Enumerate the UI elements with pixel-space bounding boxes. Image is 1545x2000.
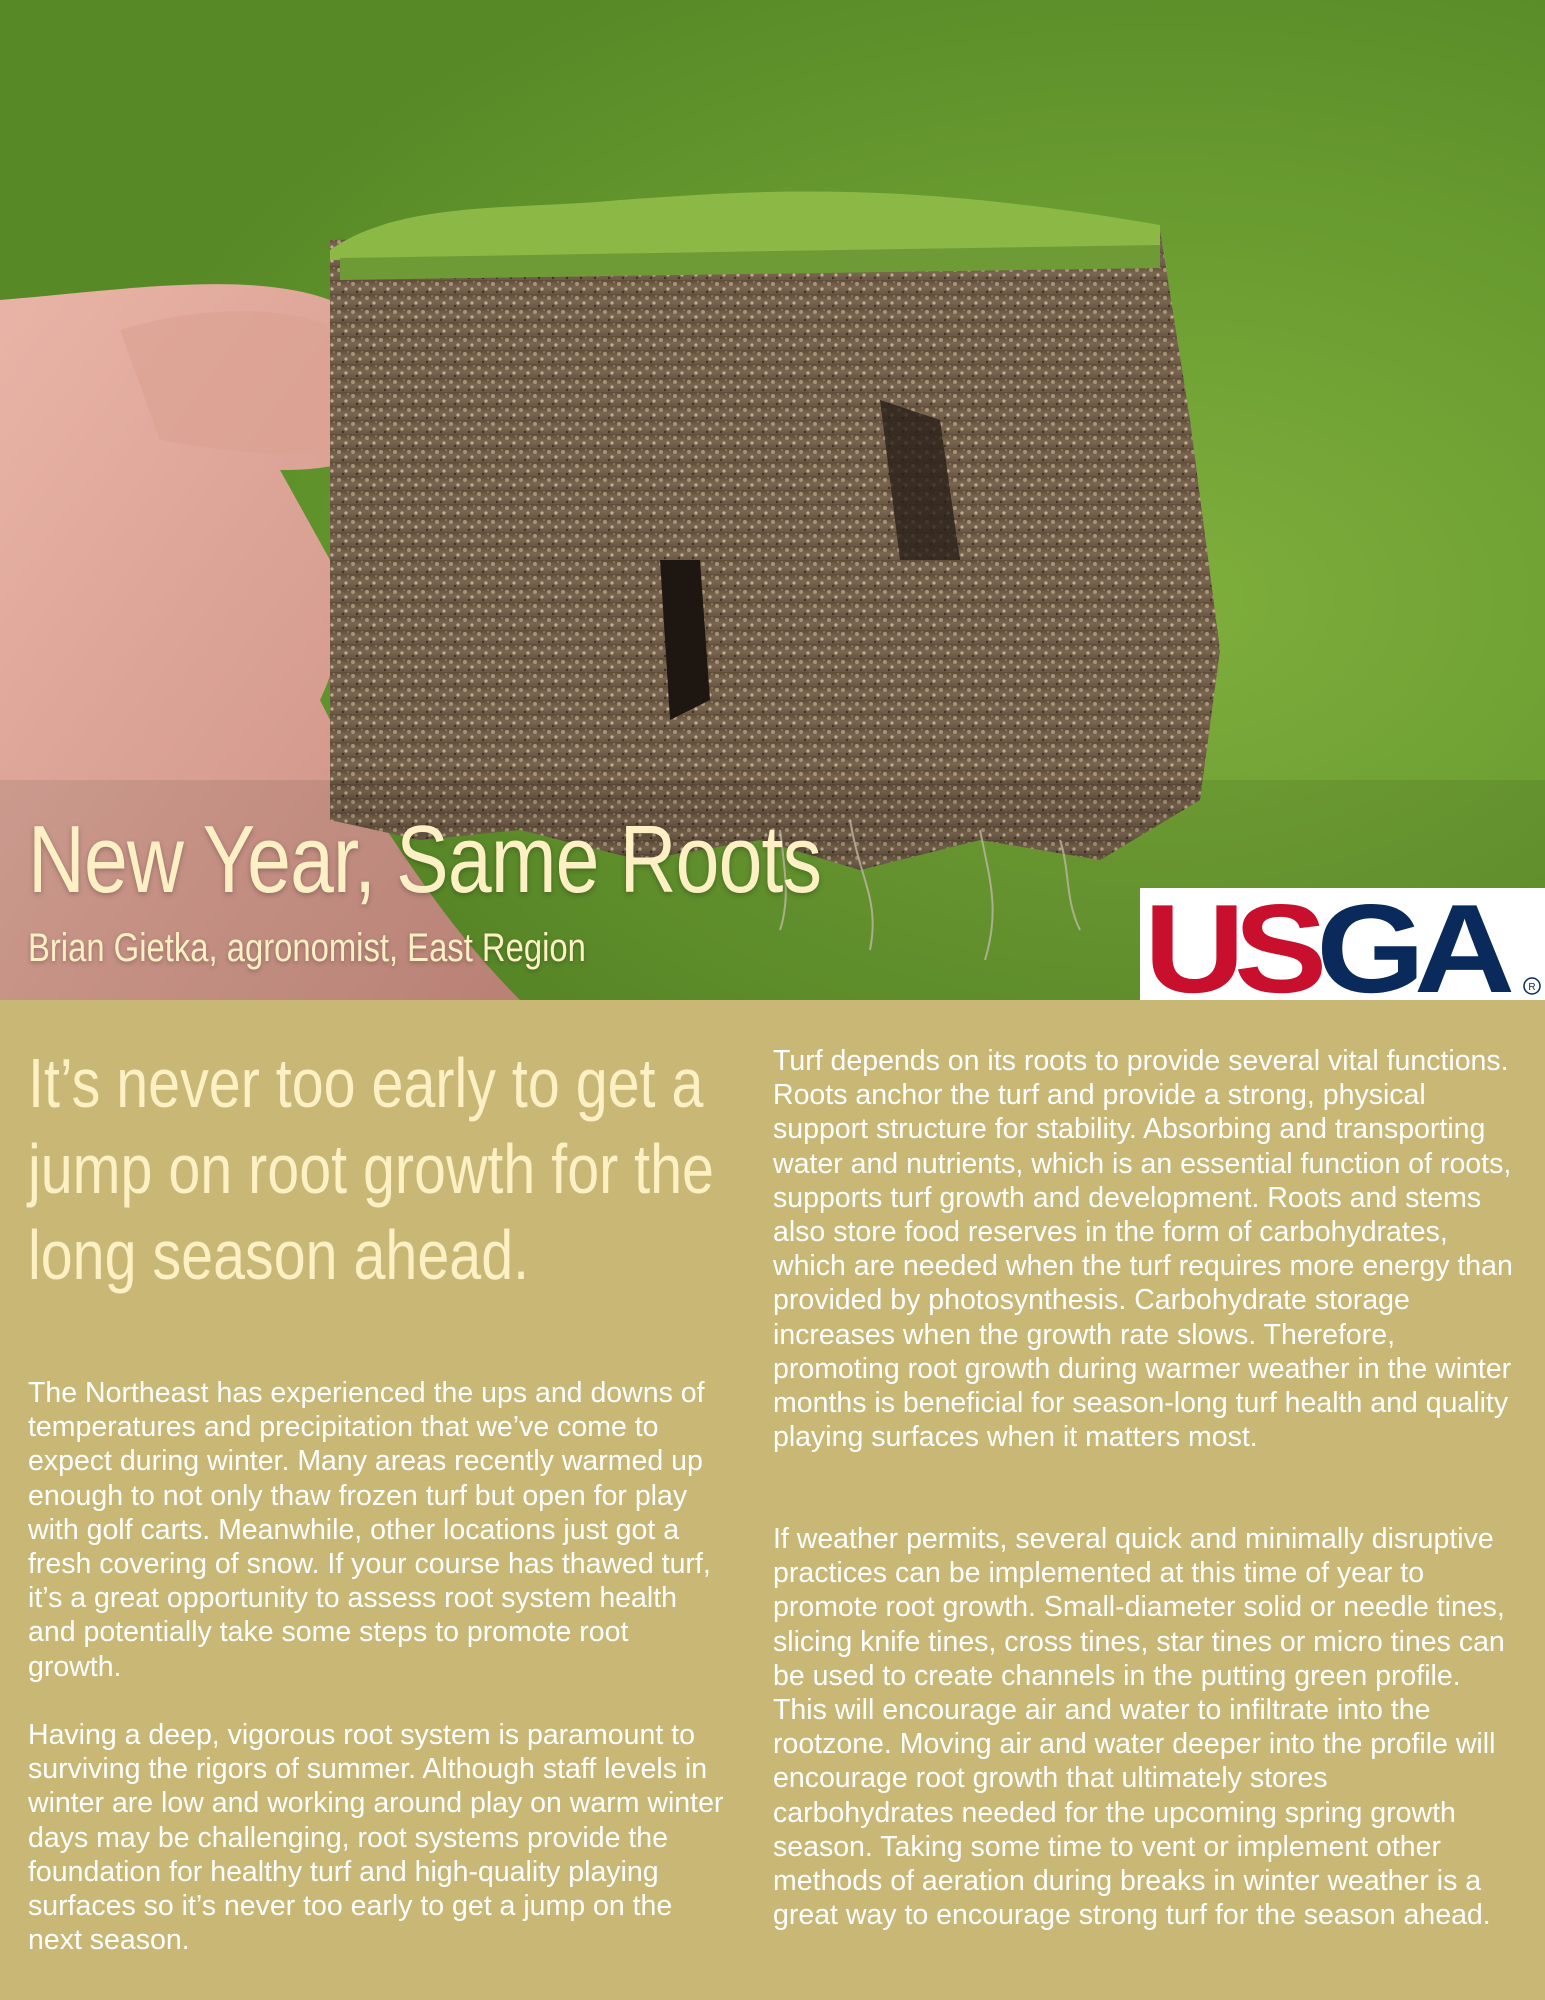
usga-logo xyxy=(1140,888,1545,1000)
svg-text:USGA xyxy=(1144,888,1512,1000)
author-byline: Brian Gietka, agronomist, East Region xyxy=(28,926,586,970)
svg-text:R: R xyxy=(1528,982,1536,993)
logo-ga: GA xyxy=(1316,888,1486,1000)
article-title: New Year, Same Roots xyxy=(28,806,822,913)
left-column xyxy=(28,1040,728,1957)
pull-quote: It’s never too early to get a jump on root growth for the long season ahead. xyxy=(28,1044,714,1294)
body-paragraph-1: The Northeast has experienced the ups and downs of temperatures and precipitation that we’ve come to expect during winter. Many areas recently warmed up enough to not only thaw frozen turf but open for play with golf carts. Meanwhile, other locations just got a fresh covering of snow. If your course has thawed turf, it’s a great opportunity to assess root system health and potentially take some steps to promote root growth. xyxy=(28,1377,711,1683)
body-paragraph-3: Turf depends on its roots to provide several vital functions. Roots anchor the turf and provide a strong, physical support structure for stability. Absorbing and transporting water and nutrients, which is an essential function of roots, supports turf growth and development. Roots and stems also store food reserves in the form of carbohydrates, which are needed when the turf requires more energy than provided by photosynthesis. Carbohydrate storage increases when the growth rate slows. Therefore, promoting root growth during warmer weather in the winter months is beneficial for season-long turf health and quality playing surfaces when it matters most. xyxy=(773,1045,1513,1454)
body-paragraph-2: Having a deep, vigorous root system is paramount to surviving the rigors of summer. Although staff levels in winter are low and working around play on warm winter days may be challenging, root systems provide the foundation for healthy turf and high-quality playing surfaces so it’s never too early to get a jump on the next season. xyxy=(28,1719,724,1957)
logo-us: US xyxy=(1144,888,1300,1000)
body-paragraph-4: If weather permits, several quick and minimally disruptive practices can be implemented at this time of year to promote root growth. Small-diameter solid or needle tines, slicing knife tines, cross tines, star tines or micro tines can be used to create channels in the putting green profile. This will encourage air and water to infiltrate into the rootzone. Moving air and water deeper into the profile will encourage root growth that ultimately stores carbohydrates needed for the upcoming spring growth season. Taking some time to vent or implement other methods of aeration during breaks in winter weather is a great way to encourage strong turf for the season ahead. xyxy=(773,1523,1505,1932)
